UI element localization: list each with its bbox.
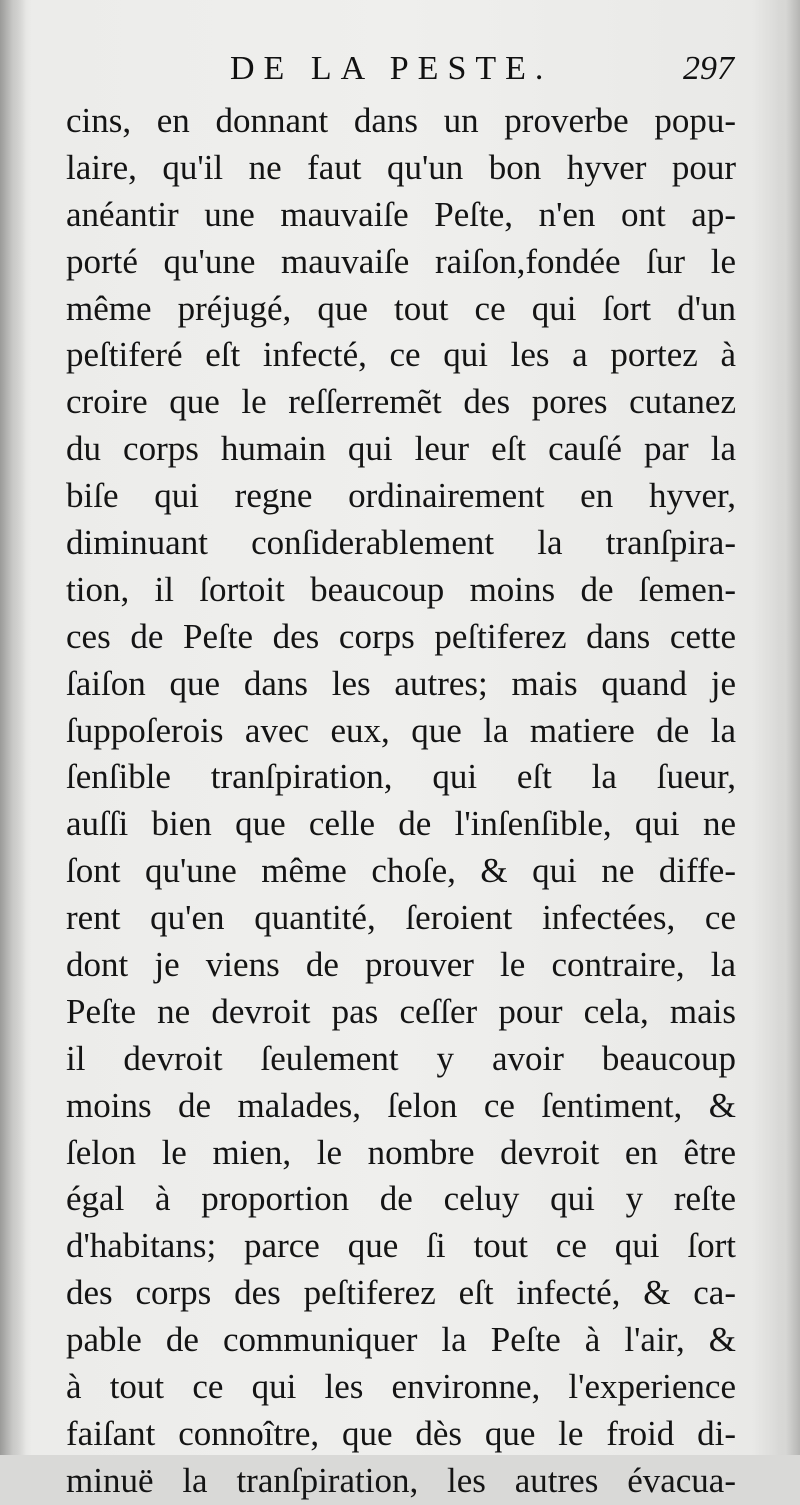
- text-line: ces de Peſte des corps peſtiferez dans cette: [66, 616, 736, 656]
- text-line: ſenſible tranſpiration, qui eſt la ſueur,: [66, 757, 736, 797]
- text-line: égal à proportion de celuy qui y reſte: [66, 1179, 736, 1219]
- text-line: diminuant conſiderablement la tranſpira-: [66, 523, 736, 563]
- text-line: pable de communiquer la Peſte à l'air, &: [66, 1320, 736, 1360]
- text-line: ſaiſon que dans les autres; mais quand je: [66, 663, 736, 703]
- text-line: d'habitans; parce que ſi tout ce qui ſort: [66, 1226, 736, 1266]
- text-line: peſtiferé eſt infecté, ce qui les a portez à: [66, 335, 736, 375]
- text-line: faiſant connoître, que dès que le froid di-: [66, 1413, 736, 1453]
- text-line: croire que le reſſerremẽt des pores cutanez: [66, 382, 736, 422]
- text-line: même préjugé, que tout ce qui ſort d'un: [66, 288, 736, 328]
- body-text: [66, 98, 736, 1505]
- text-line: porté qu'une mauvaiſe raiſon,fondée ſur le: [66, 241, 736, 281]
- text-line: à tout ce qui les environne, l'experience: [66, 1367, 736, 1407]
- text-line: biſe qui regne ordinairement en hyver,: [66, 476, 736, 516]
- running-head: DE LA PESTE.: [230, 50, 553, 87]
- text-line: ſuppoſerois avec eux, que la matiere de la: [66, 710, 736, 750]
- text-line: cins, en donnant dans un proverbe popu-: [66, 101, 736, 140]
- text-line: il devroit ſeulement y avoir beaucoup: [66, 1038, 736, 1078]
- page-edge-shadow: [774, 0, 800, 1455]
- text-line: auſſi bien que celle de l'inſenſible, qui ne: [66, 804, 736, 844]
- page-gutter-shadow: [0, 0, 26, 1455]
- text-line: dont je viens de prouver le contraire, la: [66, 945, 736, 985]
- text-line: ſont qu'une même choſe, & qui ne diffe-: [66, 851, 736, 891]
- text-line: ſelon le mien, le nombre devroit en être: [66, 1132, 736, 1172]
- text-line: rent qu'en quantité, ſeroient infectées, ce: [66, 898, 736, 938]
- text-line: minuë la tranſpiration, les autres évacua-: [66, 1460, 736, 1500]
- text-line: laire, qu'il ne faut qu'un bon hyver pour: [66, 147, 736, 187]
- text-line: anéantir une mauvaiſe Peſte, n'en ont ap-: [66, 194, 736, 234]
- page-header: [70, 50, 734, 100]
- page-number: 297: [683, 50, 734, 87]
- text-line: Peſte ne devroit pas ceſſer pour cela, mais: [66, 991, 736, 1031]
- text-line: du corps humain qui leur eſt cauſé par la: [66, 429, 736, 469]
- text-line: moins de malades, ſelon ce ſentiment, &: [66, 1085, 736, 1125]
- text-line: tion, il ſortoit beaucoup moins de ſemen-: [66, 569, 736, 609]
- text-line: des corps des peſtiferez eſt infecté, & ca-: [66, 1273, 736, 1313]
